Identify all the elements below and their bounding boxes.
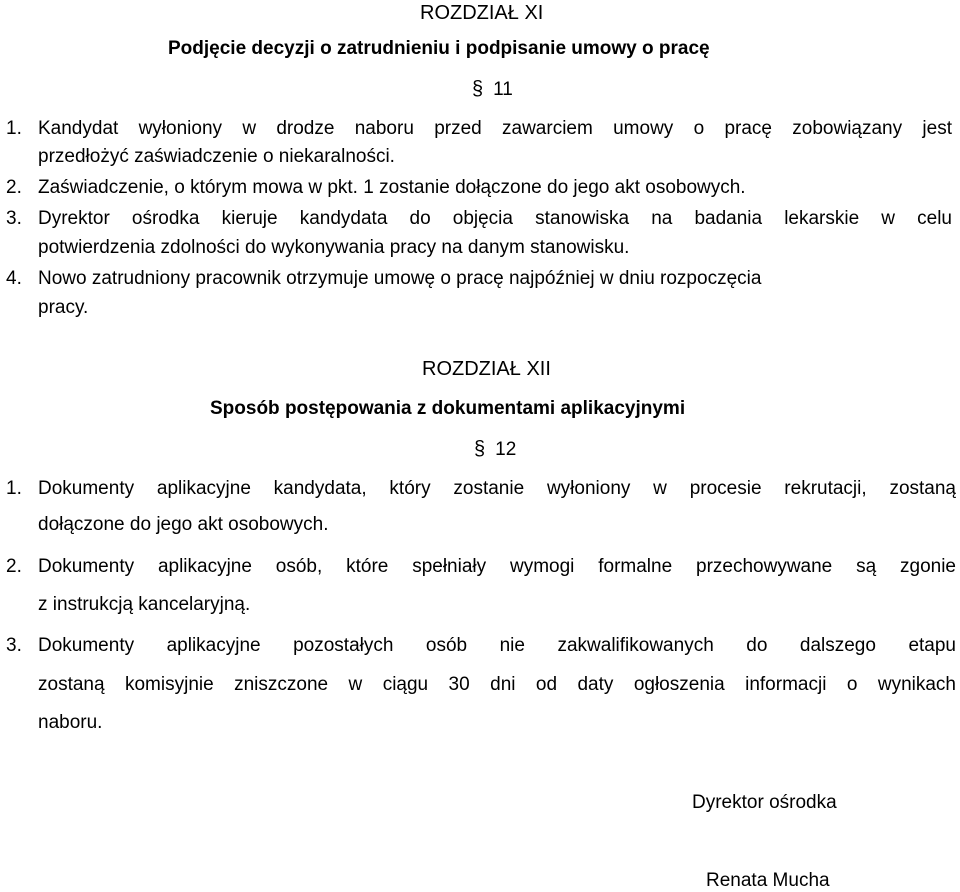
chapter-12-section	[474, 438, 516, 461]
signature-role: Dyrektor ośrodka	[692, 792, 837, 813]
ch11-item-3-num: 3.	[6, 208, 22, 229]
ch11-item-4-line-1: Nowo zatrudniony pracownik otrzymuje umowę o pracę najpóźniej w dniu rozpoczęcia	[38, 268, 762, 289]
ch12-item-1-num: 1.	[6, 478, 22, 499]
chapter-11-heading: ROZDZIAŁ XI	[420, 2, 544, 24]
chapter-12-heading: ROZDZIAŁ XII	[422, 358, 551, 380]
ch12-item-3-line-2: zostaną komisyjnie zniszczone w ciągu 30 dni od daty ogłoszenia informacji o wynikach	[38, 674, 956, 695]
section-sign: §	[472, 78, 484, 100]
section-sign: §	[474, 438, 486, 460]
ch12-item-2-num: 2.	[6, 556, 22, 577]
ch11-item-1-num: 1.	[6, 118, 22, 139]
section-number: 12	[495, 439, 517, 460]
signature-name: Renata Mucha	[706, 870, 830, 891]
section-number: 11	[493, 79, 513, 100]
ch11-item-3-line-1: Dyrektor ośrodka kieruje kandydata do objęcia stanowiska na badania lekarskie w celu	[38, 208, 952, 229]
ch12-item-1-line-2: dołączone do jego akt osobowych.	[38, 514, 329, 535]
ch12-item-2-line-1: Dokumenty aplikacyjne osób, które spełniały wymogi formalne przechowywane są zgonie	[38, 556, 956, 577]
chapter-12-title: Sposób postępowania z dokumentami aplikacyjnymi	[210, 398, 686, 419]
ch11-item-2-num: 2.	[6, 177, 22, 198]
ch11-item-4-num: 4.	[6, 268, 22, 289]
ch11-item-4-line-2: pracy.	[38, 297, 89, 318]
ch11-item-3-line-2: potwierdzenia zdolności do wykonywania pracy na danym stanowisku.	[38, 237, 630, 258]
ch12-item-3-num: 3.	[6, 635, 22, 656]
ch11-item-1-line-2: przedłożyć zaświadczenie o niekaralności.	[38, 146, 395, 167]
ch12-item-1-line-1: Dokumenty aplikacyjne kandydata, który zostanie wyłoniony w procesie rekrutacji, zostaną	[38, 478, 956, 499]
ch12-item-2-line-2: z instrukcją kancelaryjną.	[38, 594, 251, 615]
chapter-11-title: Podjęcie decyzji o zatrudnieniu i podpisanie umowy o pracę	[168, 38, 710, 59]
chapter-11-section	[472, 78, 513, 101]
ch11-item-1-line-1: Kandydat wyłoniony w drodze naboru przed zawarciem umowy o pracę zobowiązany jest	[38, 118, 952, 139]
ch11-item-2-line-1: Zaświadczenie, o którym mowa w pkt. 1 zostanie dołączone do jego akt osobowych.	[38, 177, 746, 198]
ch12-item-3-line-3: naboru.	[38, 712, 103, 733]
ch12-item-3-line-1: Dokumenty aplikacyjne pozostałych osób nie zakwalifikowanych do dalszego etapu	[38, 635, 956, 656]
